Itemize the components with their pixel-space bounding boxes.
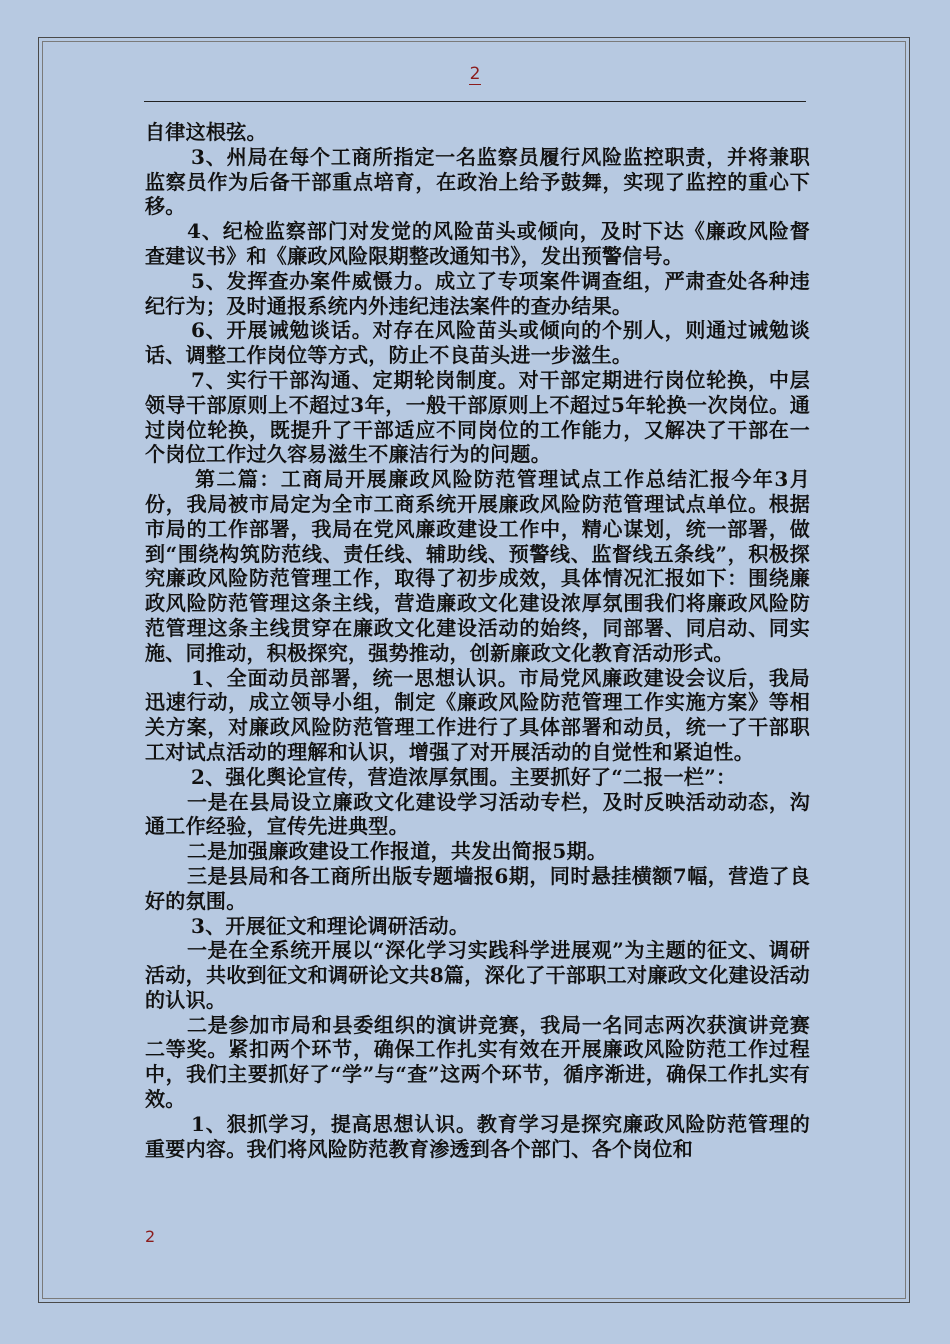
paragraph: 7、实行干部沟通、定期轮岗制度。对干部定期进行岗位轮换，中层领导干部原则上不超过3年，一般干部原则上不超过5年轮换一次岗位。通过岗位轮换，既提升了干部适应不同岗位的工作能力，又解决了干部在一个岗位工作过久容易滋生不廉洁行为的问题。 — [145, 367, 810, 467]
paragraph: 第二篇：工商局开展廉政风险防范管理试点工作总结汇报今年3月份，我局被市局定为全市工商系统开展廉政风险防范管理试点单位。根据市局的工作部署，我局在党风廉政建设工作中，精心谋划，统一部署，做到“围绕构筑防范线、责任线、辅助线、预警线、监督线五条线”，积极探究廉政风险防范管理工作，取得了初步成效，具体情况汇报如下：围绕廉政风险防范管理这条主线，营造廉政文化建设浓厚氛围我们将廉政风险防范管理这条主线贯穿在廉政文化建设活动的始终，同部署、同启动、同实施、同推动，积极探究，强势推动，创新廉政文化教育活动形式。 — [145, 467, 810, 665]
paragraph: 4、纪检监察部门对发觉的风险苗头或倾向，及时下达《廉政风险督查建议书》和《廉政风险限期整改通知书》，发出预警信号。 — [145, 219, 810, 268]
document-body — [145, 120, 810, 1161]
paragraph: 5、发挥查办案件威慑力。成立了专项案件调查组，严肃查处各种违纪行为；及时通报系统内外违纪违法案件的查办结果。 — [145, 268, 810, 318]
paragraph: 二是参加市局和县委组织的演讲竞赛，我局一名同志两次获演讲竞赛二等奖。紧扣两个环节，确保工作扎实有效在开展廉政风险防范工作过程中，我们主要抓好了“学”与“查”这两个环节，循序渐进，确保工作扎实有效。 — [145, 1012, 810, 1112]
page-header-number: 2 — [469, 64, 481, 84]
paragraph: 自律这根弦。 — [145, 120, 267, 144]
paragraph: 6、开展诫勉谈话。对存在风险苗头或倾向的个别人，则通过诫勉谈话、调整工作岗位等方式，防止不良苗头进一步滋生。 — [145, 318, 810, 368]
paragraph: 二是加强廉政建设工作报道，共发出简报5期。 — [187, 839, 608, 864]
paragraph: 3、开展征文和理论调研活动。 — [191, 913, 470, 938]
page-footer-number: 2 — [145, 1227, 156, 1246]
paragraph: 一是在全系统开展以“深化学习实践科学进展观”为主题的征文、调研活动，共收到征文和调研论文共8篇，深化了干部职工对廉政文化建设活动的认识。 — [145, 938, 810, 1012]
paragraph: 一是在县局设立廉政文化建设学习活动专栏，及时反映活动动态，沟通工作经验，宣传先进典型。 — [145, 789, 810, 839]
paragraph: 三是县局和各工商所出版专题墙报6期，同时悬挂横额7幅，营造了良好的氛围。 — [145, 863, 810, 913]
paragraph: 3、州局在每个工商所指定一名监察员履行风险监控职责，并将兼职监察员作为后备干部重点培育，在政治上给予鼓舞，实现了监控的重心下移。 — [145, 144, 810, 219]
paragraph: 1、全面动员部署，统一思想认识。市局党风廉政建设会议后，我局迅速行动，成立领导小组，制定《廉政风险防范管理工作实施方案》等相关方案，对廉政风险防范管理工作进行了具体部署和动员，统一了干部职工对试点活动的理解和认识，增强了对开展活动的自觉性和紧迫性。 — [145, 665, 810, 764]
paragraph: 1、狠抓学习，提高思想认识。教育学习是探究廉政风险防范管理的重要内容。我们将风险防范教育渗透到各个部门、各个岗位和 — [145, 1111, 810, 1161]
paragraph: 2、强化舆论宣传，营造浓厚氛围。主要抓好了“二报一栏”： — [191, 764, 737, 789]
header-rule — [144, 101, 806, 102]
